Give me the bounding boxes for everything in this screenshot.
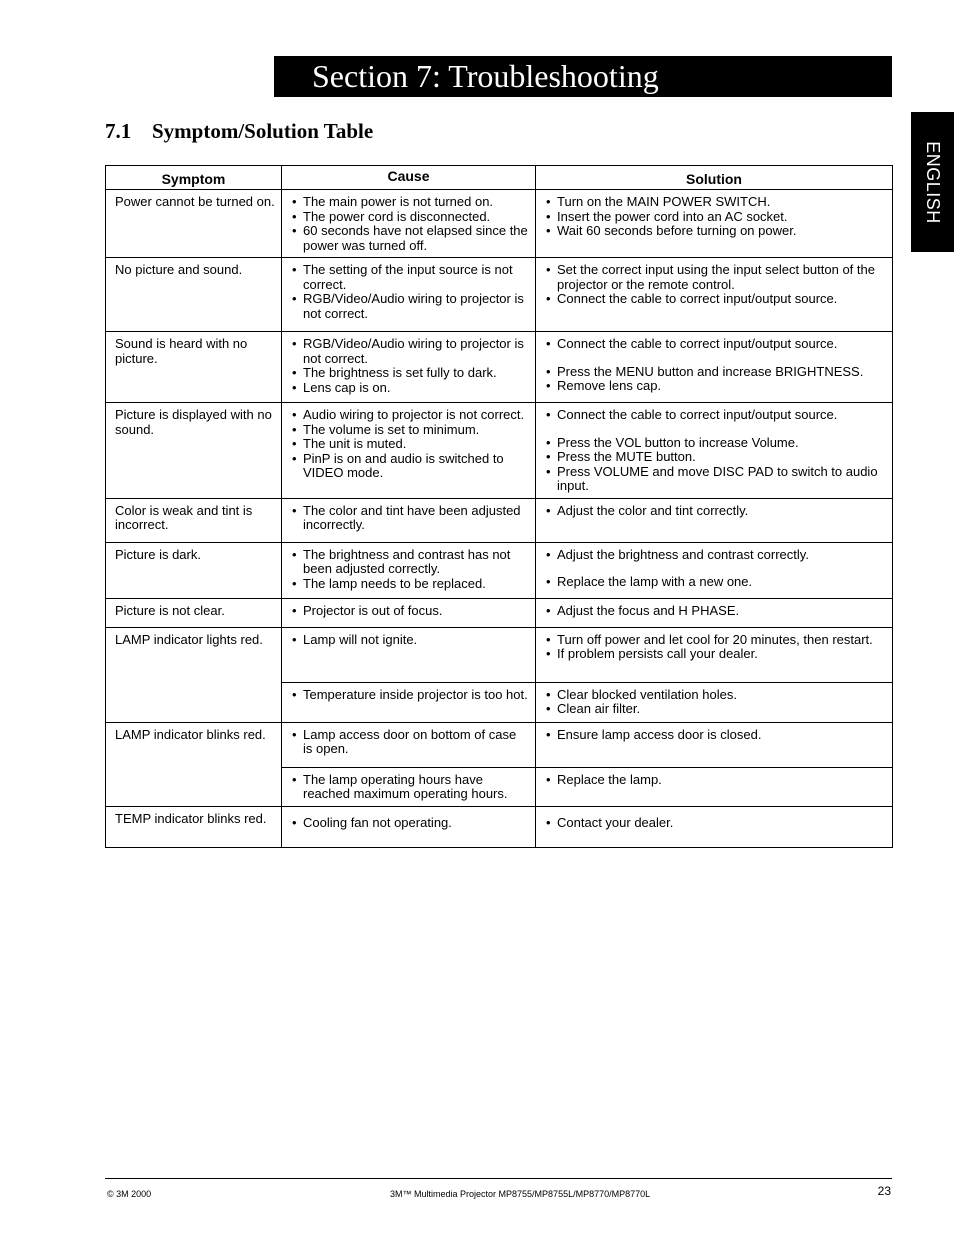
- solution-item: • Turn off power and let cool for 20 minutes, then restart.: [545, 633, 886, 648]
- solution-item: • Connect the cable to correct input/output source.: [545, 337, 886, 352]
- table-row: [106, 498, 893, 542]
- cause-cell: [282, 190, 536, 258]
- cause-item: • The setting of the input source is not correct.: [291, 263, 529, 292]
- cause-item: • PinP is on and audio is switched to VIDEO mode.: [291, 452, 529, 481]
- solution-item: • Adjust the brightness and contrast correctly.: [545, 548, 886, 563]
- footer-product-name: 3M™ Multimedia Projector MP8755/MP8755L/MP8770/MP8770L: [390, 1189, 651, 1199]
- solution-cell: [536, 403, 893, 499]
- cause-item: • Lamp access door on bottom of case is open.: [291, 728, 529, 757]
- solution-cell: [536, 627, 893, 682]
- symptom-cell: TEMP indicator blinks red.: [106, 806, 282, 847]
- cause-cell: [282, 542, 536, 598]
- footer-copyright: © 3M 2000: [107, 1189, 152, 1199]
- cause-item: • The brightness and contrast has not been adjusted correctly.: [291, 548, 529, 577]
- solution-item: • Clear blocked ventilation holes.: [545, 688, 886, 703]
- section-title: Section 7: Troubleshooting: [312, 58, 659, 94]
- footer-rule: [105, 1178, 892, 1179]
- cause-cell: [282, 722, 536, 767]
- solution-item: • Ensure lamp access door is closed.: [545, 728, 886, 743]
- cause-cell: [282, 806, 536, 847]
- symptom-cell: LAMP indicator blinks red.: [106, 722, 282, 806]
- cause-cell: [282, 498, 536, 542]
- solution-cell: [536, 722, 893, 767]
- cause-item: • RGB/Video/Audio wiring to projector is not correct.: [291, 337, 529, 366]
- section-title-banner: [274, 56, 892, 97]
- solution-cell: [536, 542, 893, 598]
- solution-item: • Press the MUTE button.: [545, 450, 886, 465]
- subsection-heading: [105, 119, 705, 144]
- cause-cell: [282, 682, 536, 722]
- symptom-cell: Picture is not clear.: [106, 598, 282, 627]
- solution-item: • Connect the cable to correct input/output source.: [545, 408, 886, 423]
- cause-item: • Cooling fan not operating.: [291, 816, 529, 831]
- solution-item: • Contact your dealer.: [545, 816, 886, 831]
- solution-item: • Press VOLUME and move DISC PAD to switch to audio input.: [545, 465, 886, 494]
- table-row: [106, 598, 893, 627]
- cause-cell: [282, 627, 536, 682]
- cause-item: • The color and tint have been adjusted incorrectly.: [291, 504, 529, 533]
- language-tab-label: ENGLISH: [923, 140, 943, 224]
- solution-item: • If problem persists call your dealer.: [545, 647, 886, 662]
- cause-item: • The unit is muted.: [291, 437, 529, 452]
- symptom-cell: Sound is heard with no picture.: [106, 332, 282, 403]
- cause-item: • Audio wiring to projector is not correct.: [291, 408, 529, 423]
- symptom-cell: No picture and sound.: [106, 258, 282, 332]
- symptom-cell: Power cannot be turned on.: [106, 190, 282, 258]
- solution-cell: [536, 682, 893, 722]
- solution-item: • Replace the lamp with a new one.: [545, 575, 886, 590]
- table-row: [106, 332, 893, 403]
- cause-item: • Lamp will not ignite.: [291, 633, 529, 648]
- solution-item: • Adjust the focus and H PHASE.: [545, 604, 886, 619]
- column-header-symptom: Symptom: [106, 166, 282, 190]
- cause-cell: [282, 403, 536, 499]
- table-header-row: [106, 166, 893, 190]
- solution-item: • Press the MENU button and increase BRIGHTNESS.: [545, 365, 886, 380]
- solution-item: • Turn on the MAIN POWER SWITCH.: [545, 195, 886, 210]
- cause-item: • The brightness is set fully to dark.: [291, 366, 529, 381]
- page-number: 23: [877, 1184, 891, 1198]
- subsection-title: Symptom/Solution Table: [152, 119, 374, 143]
- table-row: [106, 258, 893, 332]
- cause-item: • The power cord is disconnected.: [291, 210, 529, 225]
- cause-cell: [282, 258, 536, 332]
- solution-item: • Replace the lamp.: [545, 773, 886, 788]
- solution-cell: [536, 598, 893, 627]
- solution-cell: [536, 258, 893, 332]
- cause-item: • Projector is out of focus.: [291, 604, 529, 619]
- cause-item: • 60 seconds have not elapsed since the power was turned off.: [291, 224, 529, 253]
- solution-cell: [536, 332, 893, 403]
- solution-cell: [536, 767, 893, 806]
- symptom-cell: Color is weak and tint is incorrect.: [106, 498, 282, 542]
- table-row: [106, 806, 893, 847]
- cause-cell: [282, 767, 536, 806]
- table-row: [106, 190, 893, 258]
- solution-item: • Wait 60 seconds before turning on power.: [545, 224, 886, 239]
- table-row: [106, 403, 893, 499]
- solution-item: • Connect the cable to correct input/output source.: [545, 292, 886, 307]
- subsection-number: 7.1: [105, 119, 132, 143]
- cause-item: • Lens cap is on.: [291, 381, 529, 396]
- column-header-cause: Cause: [282, 166, 536, 190]
- cause-item: • The volume is set to minimum.: [291, 423, 529, 438]
- cause-item: • Temperature inside projector is too hot.: [291, 688, 529, 703]
- cause-item: • The lamp operating hours have reached maximum operating hours.: [291, 773, 529, 802]
- cause-cell: [282, 598, 536, 627]
- cause-item: • The main power is not turned on.: [291, 195, 529, 210]
- table-row: [106, 542, 893, 598]
- solution-item: • Insert the power cord into an AC socket.: [545, 210, 886, 225]
- solution-item: • Adjust the color and tint correctly.: [545, 504, 886, 519]
- table-row: [106, 627, 893, 682]
- solution-cell: [536, 498, 893, 542]
- symptom-cell: Picture is dark.: [106, 542, 282, 598]
- cause-cell: [282, 332, 536, 403]
- symptom-cell: LAMP indicator lights red.: [106, 627, 282, 722]
- solution-cell: [536, 190, 893, 258]
- solution-cell: [536, 806, 893, 847]
- solution-item: • Remove lens cap.: [545, 379, 886, 394]
- language-tab: [911, 112, 954, 252]
- cause-item: • RGB/Video/Audio wiring to projector is not correct.: [291, 292, 529, 321]
- solution-item: • Press the VOL button to increase Volume.: [545, 436, 886, 451]
- symptom-cell: Picture is displayed with no sound.: [106, 403, 282, 499]
- symptom-solution-table: [105, 165, 893, 848]
- cause-item: • The lamp needs to be replaced.: [291, 577, 529, 592]
- table-row: [106, 722, 893, 767]
- column-header-solution: Solution: [536, 166, 893, 190]
- solution-item: • Clean air filter.: [545, 702, 886, 717]
- solution-item: • Set the correct input using the input select button of the projector or the remote control.: [545, 263, 886, 292]
